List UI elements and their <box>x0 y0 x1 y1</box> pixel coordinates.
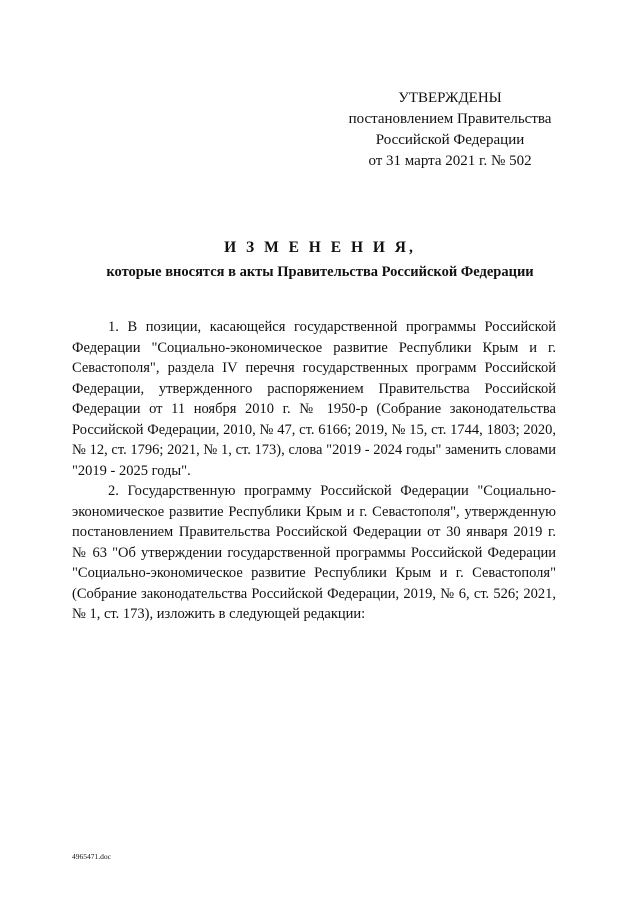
approval-line-date-number: от 31 марта 2021 г. № 502 <box>368 153 532 169</box>
document-title: И З М Е Н Е Н И Я, <box>224 239 416 256</box>
approval-line-approved: УТВЕРЖДЕНЫ <box>398 90 502 106</box>
paragraph-2: 2. Государственную программу Российской Федерации "Социально-экономическое развитие Республики Крым и г. Севастополя", утвержденную постановлением Правительства Российской Федерации от 30 января 2019 г. № 63 "Об утверждении государственной программы Российской Федерации "Социально-экономическое развитие Республики Крым и г. Севастополя" (Собрание законодательства Российской Федерации, 2019, № 6, ст. 526; 2021, № 1, ст. 173), изложить в следующей редакции: <box>72 483 556 622</box>
approval-line-decree: постановлением Правительства <box>348 111 552 127</box>
approval-block <box>320 88 580 172</box>
approval-line-federation: Российской Федерации <box>375 132 525 148</box>
paragraph-1: 1. В позиции, касающейся государственной программы Российской Федерации "Социально-экономическое развитие Республики Крым и г. Севастополя", раздела IV перечня государственных программ Российской Федерации, утвержденного распоряжением Правительства Российской Федерации от 11 ноября 2010 г. № 1950-р (Собрание законодательства Российской Федерации, 2010, № 47, ст. 6166; 2019, № 15, ст. 1744, 1803; 2020, № 12, ст. 1796; 2021, № 1, ст. 173), слова "2019 - 2024 годы" заменить словами "2019 - 2025 годы". <box>72 319 556 479</box>
document-subtitle: которые вносятся в акты Правительства Российской Федерации <box>106 264 534 280</box>
document-body <box>72 317 556 625</box>
footer-doc-id: 4965471.doc <box>72 852 111 861</box>
